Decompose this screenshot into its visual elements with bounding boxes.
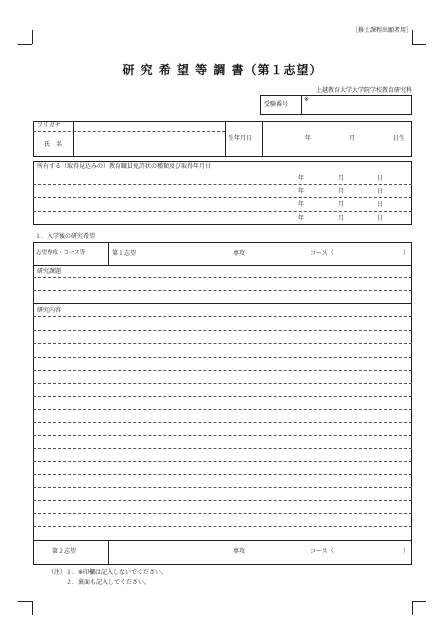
birth-month-unit: 月 <box>349 135 356 142</box>
license-month-unit: 月 <box>338 201 345 208</box>
note-item: １．※印欄は記入しないでください。 <box>66 569 168 576</box>
notes-prefix: （注） <box>48 569 67 576</box>
research-content-field[interactable] <box>34 317 411 539</box>
license-day-unit: 日 <box>377 215 384 222</box>
birth-day-unit: 日生 <box>393 135 406 142</box>
institution-name: 上越教育大学大学院学校教育研究科 <box>315 87 412 94</box>
license-day-unit: 日 <box>377 175 384 182</box>
license-table <box>33 161 412 225</box>
second-choice-field[interactable] <box>110 542 410 563</box>
license-year-unit: 年 <box>298 175 305 182</box>
research-content-label: 研究内容 <box>37 307 62 314</box>
second-choice-course-close: ） <box>403 548 410 555</box>
document-title: 研 究 希 望 等 調 書（第１志望） <box>122 63 323 77</box>
exam-number-mark: ※ <box>304 96 310 103</box>
first-choice-label: 第１志望 <box>112 250 137 257</box>
license-year-unit: 年 <box>298 188 305 195</box>
license-month-unit: 月 <box>338 188 345 195</box>
research-section-title: １．入学後の研究希望 <box>35 233 96 240</box>
document-type-label: ［修士課程出願者用］ <box>351 27 412 34</box>
license-year-unit: 年 <box>298 215 305 222</box>
license-month-unit: 月 <box>338 215 345 222</box>
license-day-unit: 日 <box>377 188 384 195</box>
second-choice-major-unit: 専攻 <box>233 548 246 555</box>
birth-year-unit: 年 <box>305 135 312 142</box>
note-item: ２．裏面も記入してください。 <box>66 579 151 586</box>
first-choice-course-close: ） <box>403 250 410 257</box>
furigana-label: フリガナ <box>37 122 61 129</box>
license-day-unit: 日 <box>377 201 384 208</box>
second-choice-label: 第２志望 <box>52 548 77 555</box>
first-choice-course-open: コース（ <box>310 250 334 257</box>
license-heading: 所有する（取得見込みの）教育職員免許状の種類及び取得年月日 <box>37 163 212 170</box>
license-year-unit: 年 <box>298 201 305 208</box>
exam-number-label: 受験番号 <box>264 101 289 108</box>
birthdate-label: 生年月日 <box>228 135 253 142</box>
second-choice-course-open: コース（ <box>310 548 334 555</box>
name-field[interactable] <box>74 132 224 156</box>
first-choice-field[interactable] <box>150 244 410 263</box>
first-choice-major-unit: 専攻 <box>233 250 246 257</box>
furigana-field[interactable] <box>74 122 224 130</box>
research-topic-label: 研究課題 <box>37 268 62 275</box>
license-month-unit: 月 <box>338 175 345 182</box>
course-label: 志望専攻・コース等 <box>36 250 86 256</box>
birthdate-field[interactable] <box>263 122 411 156</box>
name-label: 氏 名 <box>44 141 63 148</box>
